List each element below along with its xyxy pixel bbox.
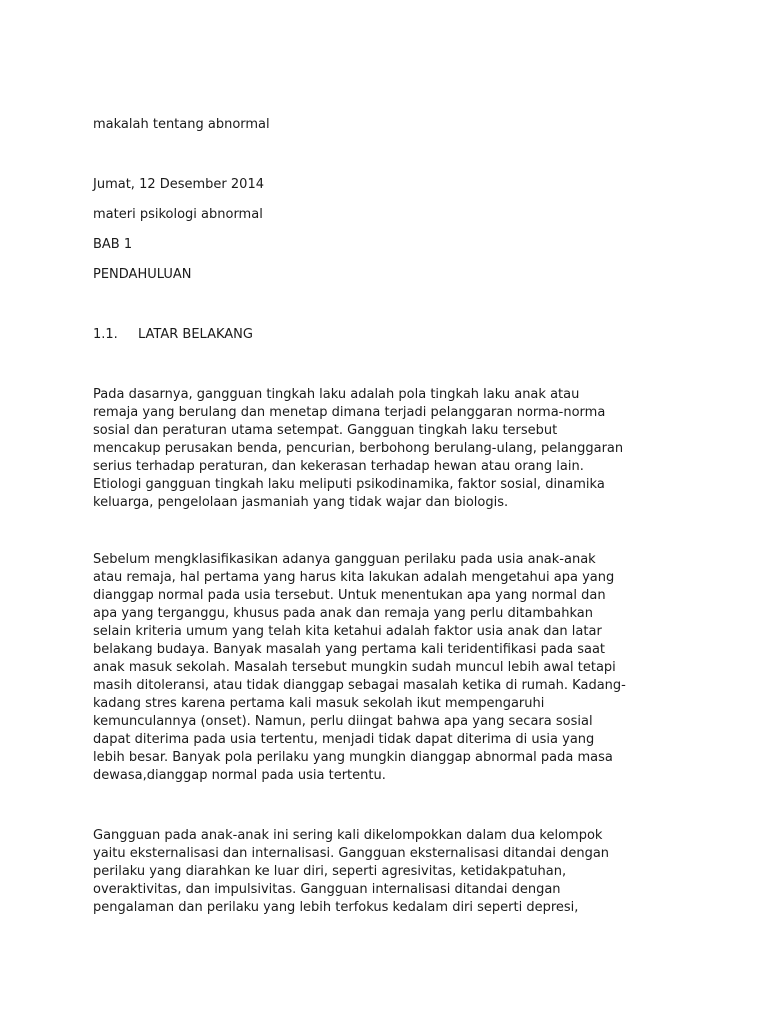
paragraph-line: dapat diterima pada usia tertentu, menjadi tidak dapat diterima di usia yang [93, 732, 595, 747]
chapter-label: BAB 1 [93, 237, 133, 252]
paragraph-line: Gangguan pada anak-anak ini sering kali dikelompokkan dalam dua kelompok [93, 828, 603, 843]
paragraph-line: perilaku yang diarahkan ke luar diri, seperti agresivitas, ketidakpatuhan, [93, 864, 567, 879]
section-number: 1.1. [93, 327, 118, 342]
paragraph-1 [93, 386, 683, 512]
doc-date: Jumat, 12 Desember 2014 [93, 177, 264, 192]
paragraph-line: dewasa,dianggap normal pada usia tertentu. [93, 768, 386, 783]
doc-subject: materi psikologi abnormal [93, 207, 263, 222]
paragraph-line: selain kriteria umum yang telah kita ketahui adalah faktor usia anak dan latar [93, 624, 602, 639]
paragraph-line: yaitu eksternalisasi dan internalisasi. Gangguan eksternalisasi ditandai dengan [93, 846, 610, 861]
paragraph-line: kadang stres karena pertama kali masuk sekolah ikut mempengaruhi [93, 696, 545, 711]
paragraph-line: dianggap normal pada usia tersebut. Untuk menentukan apa yang normal dan [93, 588, 606, 603]
paragraph-line: kemunculannya (onset). Namun, perlu diingat bahwa apa yang secara sosial [93, 714, 593, 729]
paragraph-2 [93, 551, 683, 785]
paragraph-line: atau remaja, hal pertama yang harus kita lakukan adalah mengetahui apa yang [93, 570, 615, 585]
paragraph-line: belakang budaya. Banyak masalah yang pertama kali teridentifikasi pada saat [93, 642, 606, 657]
section-title: LATAR BELAKANG [138, 327, 253, 342]
paragraph-line: serius terhadap peraturan, dan kekerasan terhadap hewan atau orang lain. [93, 459, 584, 474]
paragraph-line: lebih besar. Banyak pola perilaku yang mungkin dianggap abnormal pada masa [93, 750, 613, 765]
paragraph-line: remaja yang berulang dan menetap dimana terjadi pelanggaran norma-norma [93, 405, 606, 420]
paragraph-3 [93, 827, 683, 917]
paragraph-line: mencakup perusakan benda, pencurian, berbohong berulang-ulang, pelanggaran [93, 441, 624, 456]
paragraph-line: keluarga, pengelolaan jasmaniah yang tidak wajar dan biologis. [93, 495, 509, 510]
paragraph-line: anak masuk sekolah. Masalah tersebut mungkin sudah muncul lebih awal tetapi [93, 660, 616, 675]
paragraph-line: pengalaman dan perilaku yang lebih terfokus kedalam diri seperti depresi, [93, 900, 579, 915]
paragraph-line: apa yang terganggu, khusus pada anak dan remaja yang perlu ditambahkan [93, 606, 594, 621]
paragraph-line: sosial dan peraturan utama setempat. Gangguan tingkah laku tersebut [93, 423, 558, 438]
section-heading [93, 326, 253, 344]
paragraph-line: Pada dasarnya, gangguan tingkah laku adalah pola tingkah laku anak atau [93, 387, 580, 402]
doc-title: makalah tentang abnormal [93, 117, 270, 132]
paragraph-line: Sebelum mengklasifikasikan adanya gangguan perilaku pada usia anak-anak [93, 552, 596, 567]
paragraph-line: Etiologi gangguan tingkah laku meliputi psikodinamika, faktor sosial, dinamika [93, 477, 605, 492]
chapter-title: PENDAHULUAN [93, 267, 192, 282]
paragraph-line: overaktivitas, dan impulsivitas. Gangguan internalisasi ditandai dengan [93, 882, 561, 897]
paragraph-line: masih ditoleransi, atau tidak dianggap sebagai masalah ketika di rumah. Kadang- [93, 678, 626, 693]
